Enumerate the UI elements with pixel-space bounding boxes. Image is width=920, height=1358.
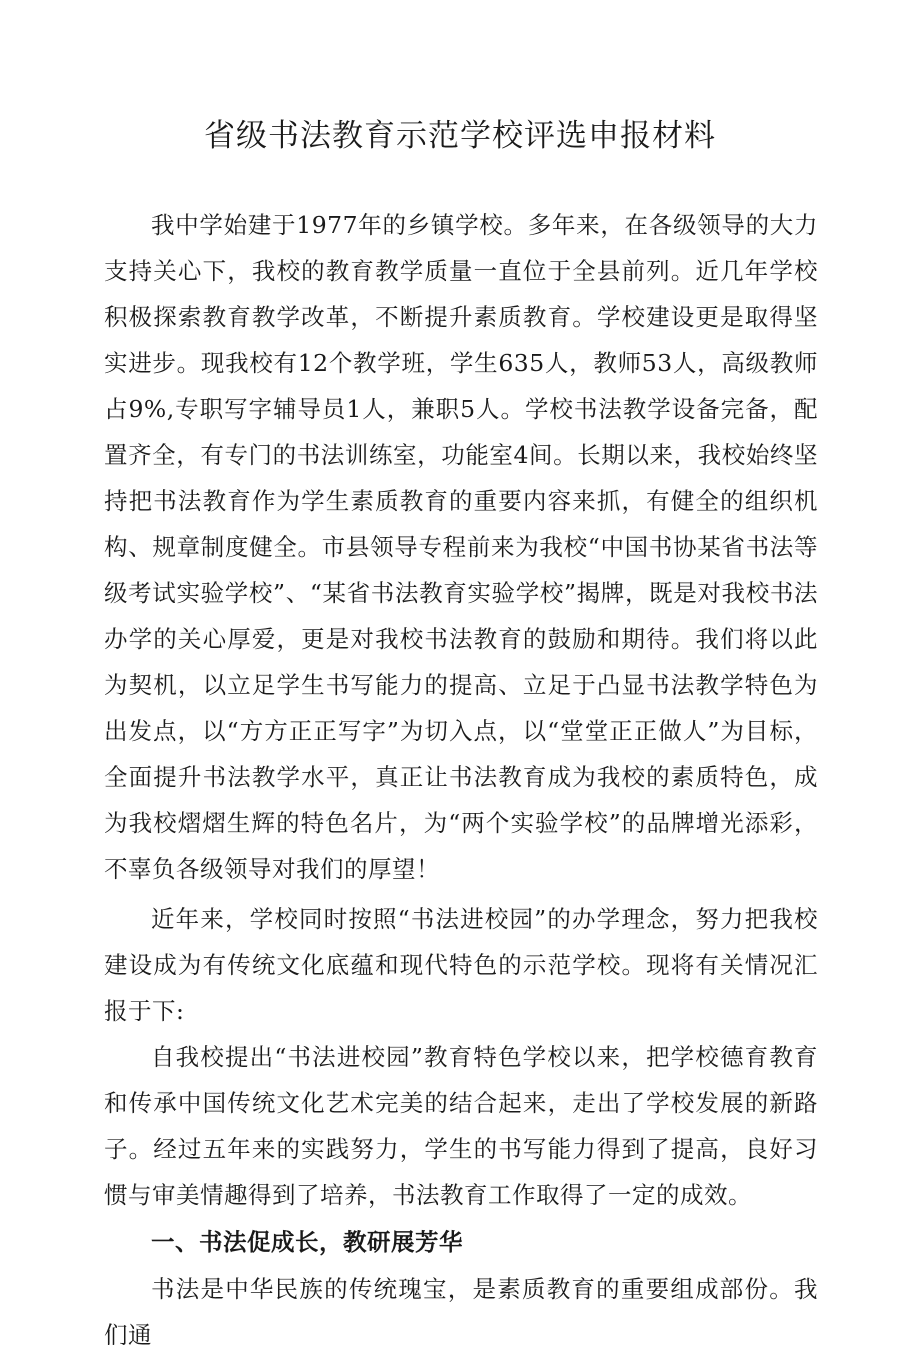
section-heading: 一、书法促成长，教研展芳华 [151,1228,463,1256]
paragraph-section-start: 书法是中华民族的传统瑰宝，是素质教育的重要组成部份。我们通 [104,1275,818,1349]
paragraph-school-overview: 我中学始建于1977年的乡镇学校。多年来，在各级领导的大力支持关心下，我校的教育教学质量一直位于全县前列。近几年学校积极探索教育教学改革，不断提升素质教育。学校建设更是取得坚实进步。现我校有12个教学班，学生635人，教师53人，高级教师占9%,专职写字辅导员1人，兼职5人。学校书法教学设备完备，配置齐全，有专门的书法训练室，功能室4间。长期以来，我校始终坚持把书法教育作为学生素质教育的重要内容来抓，有健全的组织机构、规章制度健全。市县领导专程前来为我校“中国书协某省书法等级考试实验学校”、“某省书法教育实验学校”揭牌，既是对我校书法办学的关心厚爱，更是对我校书法教育的鼓励和期待。我们将以此为契机，以立足学生书写能力的提高、立足于凸显书法教学特色为出发点，以“方方正正写字”为切入点，以“堂堂正正做人”为目标，全面提升书法教学水平，真正让书法教育成为我校的素质特色，成为我校熠熠生辉的特色名片，为“两个实验学校”的品牌增光添彩，不辜负各级领导对我们的厚望！ [104,211,818,883]
paragraph-introduction: 近年来，学校同时按照“书法进校园”的办学理念，努力把我校建设成为有传统文化底蕴和现代特色的示范学校。现将有关情况汇报于下: [104,905,818,1025]
document-title: 省级书法教育示范学校评选申报材料 [204,118,716,154]
document-body [104,202,818,1358]
paragraph-achievements: 自我校提出“书法进校园”教育特色学校以来，把学校德育教育和传承中国传统文化艺术完美的结合起来，走出了学校发展的新路子。经过五年来的实践努力，学生的书写能力得到了提高，良好习惯与审美情趣得到了培养，书法教育工作取得了一定的成效。 [104,1043,818,1209]
